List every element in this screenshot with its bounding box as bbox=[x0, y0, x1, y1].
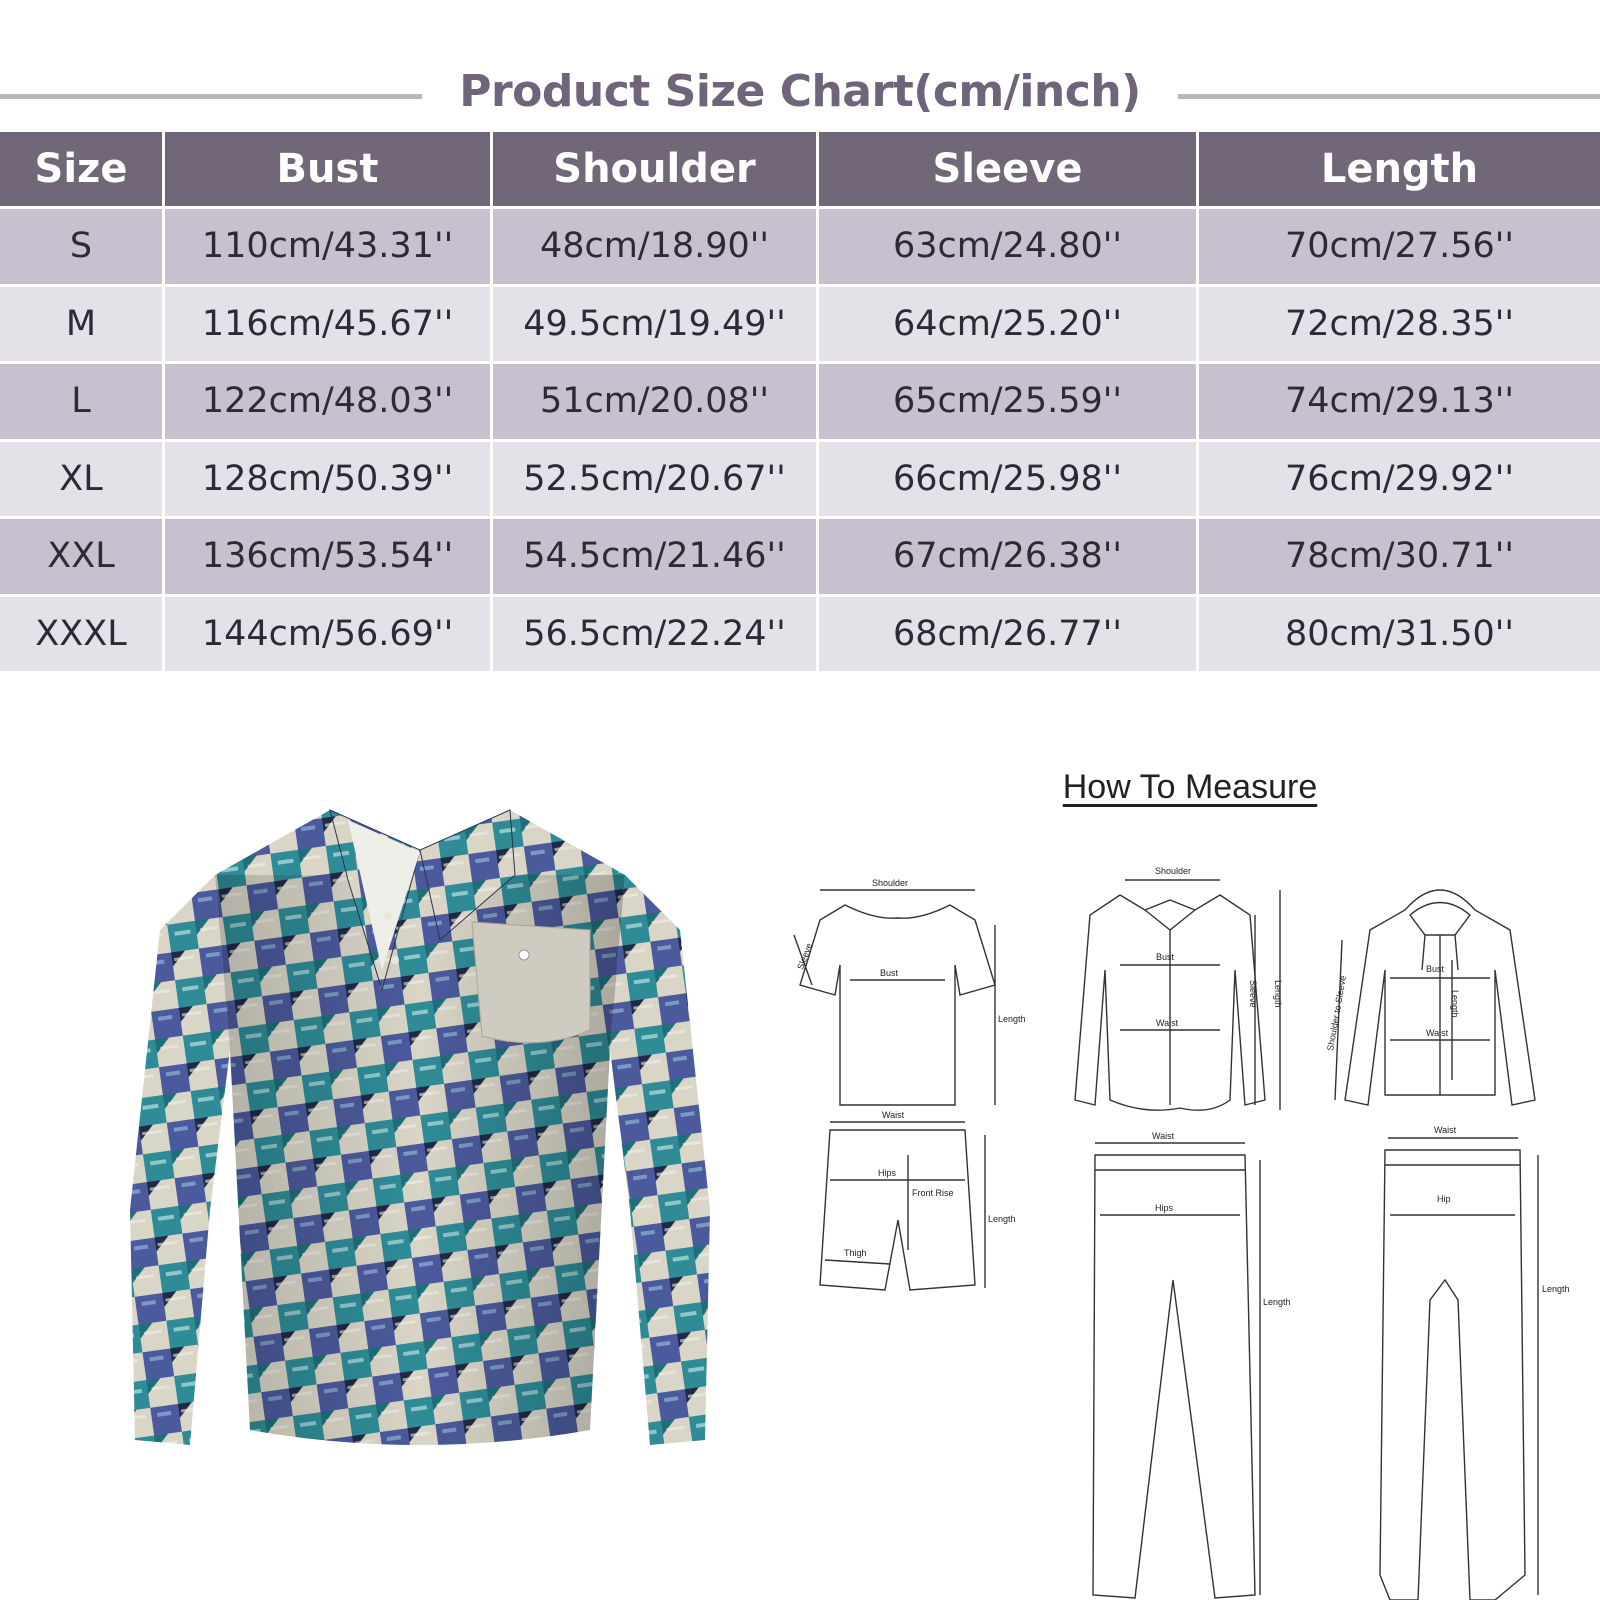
cell-bust: 128cm/50.39'' bbox=[165, 442, 493, 520]
shirt-length-label: Length bbox=[1273, 980, 1283, 1008]
how-to-measure-text: How To Measure bbox=[1062, 768, 1318, 806]
shorts-front-rise-label: Front Rise bbox=[912, 1188, 954, 1198]
pants-length-label: Length bbox=[1263, 1297, 1291, 1307]
cell-sleeve: 68cm/26.77'' bbox=[819, 597, 1199, 675]
cell-sleeve: 63cm/24.80'' bbox=[819, 209, 1199, 287]
hoodie-diagram bbox=[1335, 890, 1535, 1105]
hoodie-length-label: Length bbox=[1450, 990, 1460, 1018]
table-row bbox=[0, 519, 1600, 597]
cell-size: S bbox=[0, 209, 165, 287]
cell-size: XXXL bbox=[0, 597, 165, 675]
cell-bust: 110cm/43.31'' bbox=[165, 209, 493, 287]
size-table bbox=[0, 132, 1600, 674]
title-divider-left bbox=[0, 94, 422, 99]
header-shoulder: Shoulder bbox=[493, 132, 819, 209]
measure-diagrams bbox=[790, 860, 1600, 1600]
cell-bust: 136cm/53.54'' bbox=[165, 519, 493, 597]
joggers-diagram bbox=[1380, 1138, 1538, 1600]
cell-length: 76cm/29.92'' bbox=[1199, 442, 1600, 520]
cell-shoulder: 54.5cm/21.46'' bbox=[493, 519, 819, 597]
cell-sleeve: 65cm/25.59'' bbox=[819, 364, 1199, 442]
joggers-hip-label: Hip bbox=[1437, 1194, 1451, 1204]
cell-length: 70cm/27.56'' bbox=[1199, 209, 1600, 287]
hoodie-bust-label: Bust bbox=[1426, 964, 1445, 974]
tshirt-bust-label: Bust bbox=[880, 968, 899, 978]
tshirt-diagram bbox=[794, 890, 995, 1105]
shorts-thigh-label: Thigh bbox=[844, 1248, 867, 1258]
cell-shoulder: 56.5cm/22.24'' bbox=[493, 597, 819, 675]
cell-length: 74cm/29.13'' bbox=[1199, 364, 1600, 442]
pants-waist-label: Waist bbox=[1152, 1131, 1175, 1141]
cell-length: 72cm/28.35'' bbox=[1199, 287, 1600, 365]
cell-length: 78cm/30.71'' bbox=[1199, 519, 1600, 597]
header-length: Length bbox=[1199, 132, 1600, 209]
cell-size: XL bbox=[0, 442, 165, 520]
cell-shoulder: 51cm/20.08'' bbox=[493, 364, 819, 442]
cell-bust: 122cm/48.03'' bbox=[165, 364, 493, 442]
cell-shoulder: 48cm/18.90'' bbox=[493, 209, 819, 287]
table-row bbox=[0, 597, 1600, 675]
tshirt-sleeve-label: Sleeve bbox=[795, 941, 815, 971]
tshirt-shoulder-label: Shoulder bbox=[872, 878, 909, 888]
header-sleeve: Sleeve bbox=[819, 132, 1199, 209]
shirt-bust-label: Bust bbox=[1156, 952, 1175, 962]
product-image bbox=[120, 790, 720, 1470]
hoodie-shoulder-to-sleeve-label: Shoulder to Sleeve bbox=[1325, 974, 1349, 1052]
shirt-illustration bbox=[120, 790, 720, 1470]
cell-length: 80cm/31.50'' bbox=[1199, 597, 1600, 675]
pants-diagram bbox=[1093, 1143, 1260, 1598]
table-row bbox=[0, 442, 1600, 520]
shorts-diagram bbox=[820, 1122, 985, 1290]
cell-size: L bbox=[0, 364, 165, 442]
table-row bbox=[0, 287, 1600, 365]
table-row bbox=[0, 209, 1600, 287]
how-to-measure-heading bbox=[980, 768, 1400, 807]
measure-diagram-svg bbox=[790, 860, 1600, 1600]
cell-sleeve: 67cm/26.38'' bbox=[819, 519, 1199, 597]
cell-bust: 116cm/45.67'' bbox=[165, 287, 493, 365]
tshirt-length-label: Length bbox=[998, 1014, 1026, 1024]
shorts-waist-label: Waist bbox=[882, 1110, 905, 1120]
cell-shoulder: 49.5cm/19.49'' bbox=[493, 287, 819, 365]
pants-hips-label: Hips bbox=[1155, 1203, 1174, 1213]
cell-size: XXL bbox=[0, 519, 165, 597]
shirt-waist-label: Waist bbox=[1156, 1018, 1179, 1028]
shirt-shoulder-label: Shoulder bbox=[1155, 866, 1192, 876]
title-divider-right bbox=[1178, 94, 1600, 99]
shorts-hips-label: Hips bbox=[878, 1168, 897, 1178]
hoodie-waist-label: Waist bbox=[1426, 1028, 1449, 1038]
shirt-sleeve-label: Sleeve bbox=[1248, 980, 1258, 1008]
cell-bust: 144cm/56.69'' bbox=[165, 597, 493, 675]
shorts-length-label: Length bbox=[988, 1214, 1016, 1224]
table-header-row bbox=[0, 132, 1600, 209]
joggers-length-label: Length bbox=[1542, 1284, 1570, 1294]
chart-title-bar bbox=[0, 62, 1600, 122]
header-size: Size bbox=[0, 132, 165, 209]
table-row bbox=[0, 364, 1600, 442]
cell-sleeve: 64cm/25.20'' bbox=[819, 287, 1199, 365]
page-title: Product Size Chart(cm/inch) bbox=[459, 66, 1141, 117]
cell-shoulder: 52.5cm/20.67'' bbox=[493, 442, 819, 520]
joggers-waist-label: Waist bbox=[1434, 1125, 1457, 1135]
cell-size: M bbox=[0, 287, 165, 365]
cell-sleeve: 66cm/25.98'' bbox=[819, 442, 1199, 520]
header-bust: Bust bbox=[165, 132, 493, 209]
